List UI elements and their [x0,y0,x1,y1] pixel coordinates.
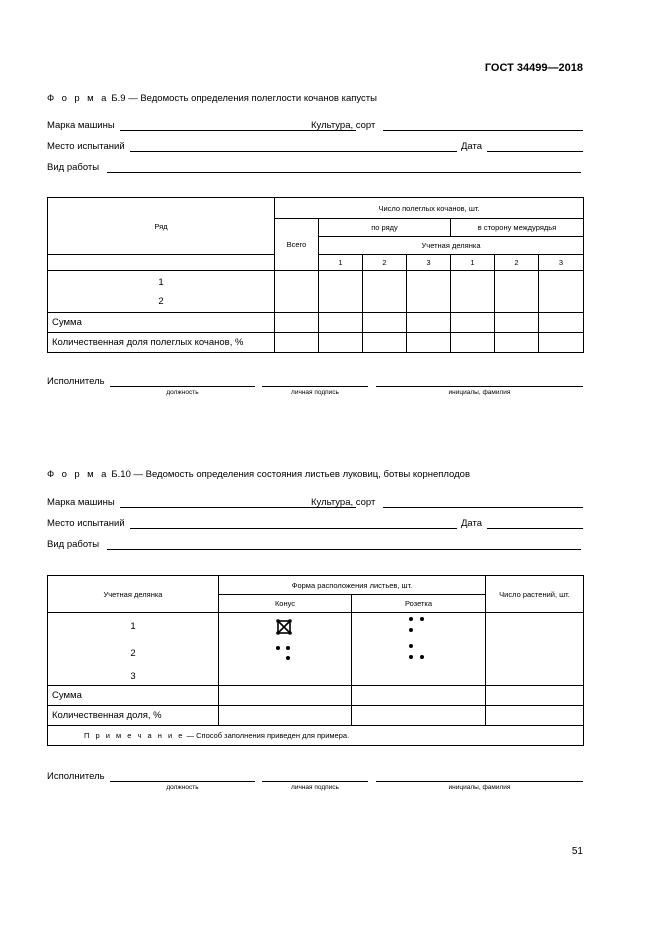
tally-dots-icon [409,644,429,664]
form9-cell[interactable] [407,271,451,313]
form10-sum-label: Сумма [48,686,219,706]
form10-cell[interactable] [352,686,486,706]
form9-executor-label: Исполнитель [47,376,105,387]
form10-note [48,726,584,746]
form9-plot-num: 3 [407,255,451,271]
form10-machine-row [47,497,583,509]
form10-cell[interactable] [352,706,486,726]
form10-culture-field[interactable] [383,497,583,508]
form9-cell[interactable] [319,333,363,353]
form10-name-caption: инициалы, фамилия [448,784,511,791]
form9-cell[interactable] [407,333,451,353]
form10-row-1: 1 [130,621,136,632]
form9-cell[interactable] [451,313,495,333]
form9-cell[interactable] [319,313,363,333]
form10-plot-header: Учетная делянка [48,576,219,613]
form9-plot-num: 2 [363,255,407,271]
form9-signature-caption: личная подпись [291,389,339,396]
form9-count-header: Число полеглых кочанов, шт. [275,198,584,219]
form9-place-row [47,141,583,153]
form9-row-header: Ряд [48,198,275,255]
page-number: 51 [571,846,583,857]
form10-cell[interactable] [486,706,584,726]
tally-dots-icon [275,646,295,666]
form9-row-header-cont [48,255,275,271]
form9-signature-block [47,376,583,400]
form9-interrow-header: в сторону междурядья [451,219,584,237]
form9-plot-num: 3 [539,255,584,271]
form9-prefix: Ф о р м а [47,93,109,104]
form10-machine-label: Марка машины [47,497,115,508]
form9-plot-header: Учетная делянка [319,237,584,255]
form9-position-field[interactable] [110,376,255,387]
form9-name-caption: инициалы, фамилия [448,389,511,396]
form9-cell[interactable] [363,271,407,313]
form9-cell[interactable] [539,313,584,333]
form9-place-field[interactable] [130,141,457,152]
form9-culture-label: Культура, сорт [311,120,376,131]
form9-date-label: Дата [461,141,483,152]
form10-plants-cell[interactable] [486,613,584,686]
tally-box-crossed-icon [275,618,295,638]
form9-plot-num: 1 [451,255,495,271]
form9-cell[interactable] [539,271,584,313]
standard-number: ГОСТ 34499—2018 [484,62,583,74]
form9-work-row [47,162,583,174]
form9-work-label: Вид работы [47,162,100,173]
form10-plants-header: Число растений, шт. [486,576,584,613]
form9-cell[interactable] [275,313,319,333]
form9-rows-cell [48,271,275,313]
form10-signature-field[interactable] [262,771,368,782]
form9-cell[interactable] [495,333,539,353]
form10-cell[interactable] [486,686,584,706]
form10-rosette-marks-cell[interactable] [352,613,486,686]
form10-table [47,575,584,746]
form9-position-caption: должность [166,389,199,396]
form9-plot-num: 1 [319,255,363,271]
form10-place-field[interactable] [130,518,457,529]
form10-place-row [47,518,583,530]
form9-cell[interactable] [275,271,319,313]
form10-work-field[interactable] [107,539,581,550]
form10-signature-block [47,771,583,795]
form9-cell[interactable] [495,271,539,313]
form10-work-label: Вид работы [47,539,100,550]
form10-rows-cell [48,613,219,686]
form9-place-label: Место испытаний [47,141,125,152]
form10-date-field[interactable] [487,518,583,529]
form9-share-label: Количественная доля полеглых кочанов, % [48,333,275,353]
form9-row-2: 2 [158,295,164,307]
form9-cell[interactable] [451,271,495,313]
form9-cell[interactable] [363,333,407,353]
form9-total-header: Всего [275,219,319,271]
form9-cell[interactable] [539,333,584,353]
form9-cell[interactable] [275,333,319,353]
form10-shape-header: Форма расположения листьев, шт. [219,576,486,595]
form10-cone-header: Конус [219,595,352,613]
form9-work-field[interactable] [107,162,581,173]
form9-title [47,93,377,104]
form9-machine-label: Марка машины [47,120,115,131]
form9-sum-label: Сумма [48,313,275,333]
form10-cell[interactable] [219,706,352,726]
form10-note-prefix: П р и м е ч а н и е [84,731,185,740]
form10-share-label: Количественная доля, % [48,706,219,726]
form9-title-text: Б.9 — Ведомость определения полеглости кочанов капусты [111,93,377,104]
form10-position-field[interactable] [110,771,255,782]
form9-date-field[interactable] [487,141,583,152]
form10-place-label: Место испытаний [47,518,125,529]
form9-plot-num: 2 [495,255,539,271]
form10-rosette-header: Розетка [352,595,486,613]
form10-title-text: Б.10 — Ведомость определения состояния листьев луковиц, ботвы корнеплодов [111,469,470,480]
form10-row-3: 3 [130,671,136,682]
form10-cone-marks-cell[interactable] [219,613,352,686]
form10-work-row [47,539,583,551]
tally-dots-icon [409,617,429,637]
form9-signature-field[interactable] [262,376,368,387]
form10-executor-label: Исполнитель [47,771,105,782]
form9-cell[interactable] [451,333,495,353]
form10-culture-label: Культура, сорт [311,497,376,508]
form10-cell[interactable] [219,686,352,706]
form10-title [47,469,470,480]
form10-note-text: — Способ заполнения приведен для примера. [186,731,350,740]
form10-name-field[interactable] [376,771,583,782]
form10-row-2: 2 [130,648,136,659]
form9-culture-field[interactable] [383,120,583,131]
form10-date-label: Дата [461,518,483,529]
form9-table [47,197,584,353]
form9-cell[interactable] [407,313,451,333]
form9-cell[interactable] [363,313,407,333]
form9-machine-row [47,120,583,132]
form10-prefix: Ф о р м а [47,469,109,480]
form9-cell[interactable] [319,271,363,313]
form10-position-caption: должность [166,784,199,791]
form9-row-1: 1 [158,276,164,288]
form10-signature-caption: личная подпись [291,784,339,791]
form9-name-field[interactable] [376,376,583,387]
form9-along-row-header: по ряду [319,219,451,237]
form9-cell[interactable] [495,313,539,333]
